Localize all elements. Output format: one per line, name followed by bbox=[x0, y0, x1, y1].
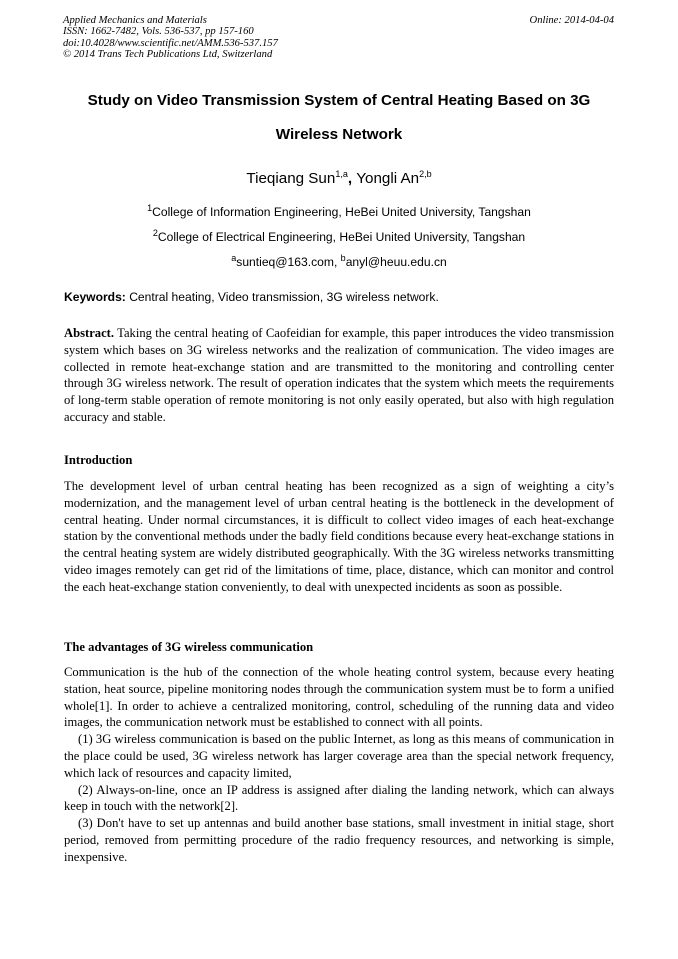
email-b-marker: b bbox=[340, 253, 346, 263]
abstract-label: Abstract. bbox=[64, 326, 115, 340]
section-heading-advantages: The advantages of 3G wireless communication bbox=[64, 640, 314, 654]
email-b: anyl@heuu.edu.cn bbox=[345, 255, 447, 270]
email-a-marker: a bbox=[231, 253, 237, 263]
author-1-marker: 1,a bbox=[335, 169, 348, 179]
affiliation-1-marker: 1 bbox=[147, 203, 153, 213]
author-list bbox=[40, 169, 638, 187]
affiliation-2-text: College of Electrical Engineering, HeBei United University, Tangshan bbox=[157, 230, 526, 245]
author-1: Tieqiang Sun bbox=[246, 170, 336, 188]
affiliation-1-text: College of Information Engineering, HeBei United University, Tangshan bbox=[152, 205, 531, 220]
affiliation-1 bbox=[40, 203, 638, 219]
affiliation-2-marker: 2 bbox=[152, 228, 158, 238]
abstract-text: Taking the central heating of Caofeidian for example, this paper introduces the video transmission system which bases on 3G wireless networks and the realization of communication. The video images are collected in remote heat-exchange station and are transmitted to the monitoring and controlling center through 3G wireless network. The result of operation indicates that the system which meets the requirements of long-term stable operation of remote monitoring is not only easily operated, but also with high regulation accuracy and stable. bbox=[64, 326, 614, 424]
email-line bbox=[40, 253, 638, 269]
copyright-line: © 2014 Trans Tech Publications Ltd, Switzerland bbox=[63, 49, 273, 61]
keywords-label: Keywords: bbox=[64, 290, 126, 304]
keywords bbox=[64, 290, 614, 304]
author-2-marker: 2,b bbox=[419, 169, 432, 179]
advantages-paragraph-1: Communication is the hub of the connection of the whole heating control system, because every heating station, heat source, pipeline monitoring nodes through the communication system must be to form a unified whole[1]. In order to achieve a centralized monitoring, control, scheduling of the running data and video images, the communication network must be established to connect with all points. bbox=[64, 665, 614, 730]
online-date: Online: 2014-04-04 bbox=[529, 15, 614, 26]
advantages-body bbox=[64, 664, 614, 866]
introduction-paragraph: The development level of urban central heating has been recognized as a sign of weighting a city’s modernization, and the management level of urban central heating is the bottleneck in the development of central heating. Under normal circumstances, it is difficult to collect video images of each heat-exchange station by the conventional methods under the badly field conditions because every heat-exchange stations in the central heating system are widely distributed geographically. With the 3G wireless networks transmitting video images remotely can get rid of the limitations of time, place, distance, which can monitor and control the each heat-exchange station conveniently, to deal with unexpected incidents as soon as possible. bbox=[64, 479, 614, 594]
advantages-paragraph-4: (3) Don't have to set up antennas and build another base stations, small investment in initial stage, short period, removed from permitting procedure of the radio frequency resources, and networking is simple, inexpensive. bbox=[64, 816, 614, 864]
journal-header bbox=[63, 15, 278, 61]
advantages-paragraph-2: (1) 3G wireless communication is based on the public Internet, as long as this means of communication in the place could be used, 3G wireless network has larger coverage area than the special network frequency, which lack of resources and capacity limited, bbox=[64, 732, 614, 780]
paper-title-line-1: Study on Video Transmission System of Central Heating Based on 3G bbox=[87, 92, 591, 109]
advantages-paragraph-3: (2) Always-on-line, once an IP address is assigned after dialing the landing network, which can always keep in touch with the network[2]. bbox=[64, 782, 614, 814]
author-separator: , bbox=[347, 170, 357, 188]
abstract bbox=[64, 325, 614, 426]
email-a: suntieq@163.com, bbox=[236, 255, 341, 270]
doi-line: doi:10.4028/www.scientific.net/AMM.536-537.157 bbox=[63, 37, 278, 49]
affiliation-2 bbox=[40, 228, 638, 244]
paper-title-line-2: Wireless Network bbox=[275, 126, 403, 143]
keywords-text: Central heating, Video transmission, 3G wireless network. bbox=[125, 290, 439, 304]
author-2: Yongli An bbox=[356, 170, 420, 188]
issn-line: ISSN: 1662-7482, Vols. 536-537, pp 157-160 bbox=[63, 26, 254, 38]
section-heading-introduction: Introduction bbox=[64, 453, 133, 467]
journal-name: Applied Mechanics and Materials bbox=[63, 15, 207, 26]
introduction-body bbox=[64, 478, 614, 596]
